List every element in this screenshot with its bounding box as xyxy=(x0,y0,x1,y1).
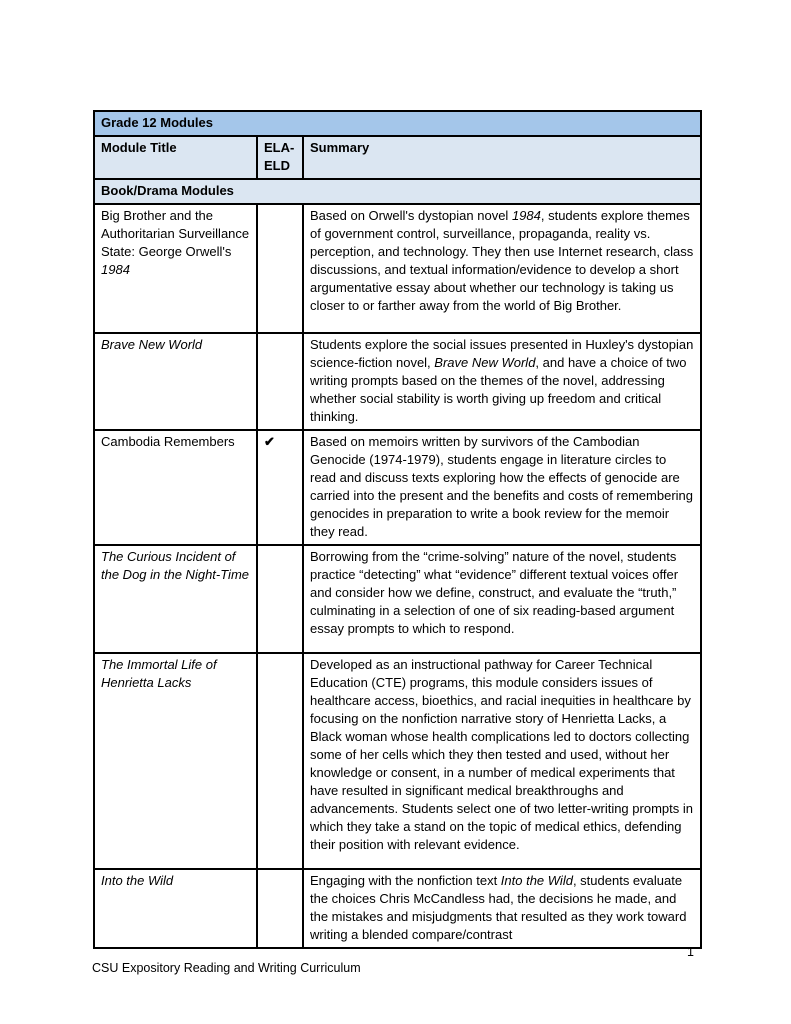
module-title-cell: The Immortal Life of Henrietta Lacks xyxy=(94,653,257,869)
module-title-cell: Brave New World xyxy=(94,333,257,430)
footer-text: CSU Expository Reading and Writing Curriculum xyxy=(92,961,361,975)
page-number: 1 xyxy=(687,945,694,959)
module-title-cell: The Curious Incident of the Dog in the Night-Time xyxy=(94,545,257,653)
module-title-cell: Cambodia Remembers xyxy=(94,430,257,545)
column-header-summary: Summary xyxy=(303,136,701,179)
summary-cell: Based on memoirs written by survivors of the Cambodian Genocide (1974-1979), students engage in literature circles to read and discuss texts exploring how the effects of genocide are carried into the present and the benefits and costs of remembering genocides in preparation to write a book review for the memoir they read. xyxy=(303,430,701,545)
module-title-cell: Into the Wild xyxy=(94,869,257,948)
column-header-module-title: Module Title xyxy=(94,136,257,179)
column-header-ela-eld: ELA-ELD xyxy=(257,136,303,179)
table-title-row xyxy=(94,111,701,136)
ela-eld-cell xyxy=(257,653,303,869)
ela-eld-cell checkmark-icon: ✔ xyxy=(257,430,303,545)
table-row xyxy=(94,430,701,545)
module-title-cell: Big Brother and the Authoritarian Surveillance State: George Orwell's 1984 xyxy=(94,204,257,333)
ela-eld-cell xyxy=(257,333,303,430)
section-header: Book/Drama Modules xyxy=(94,179,701,204)
ela-eld-cell xyxy=(257,869,303,948)
summary-cell: Students explore the social issues presented in Huxley's dystopian science-fiction novel, Brave New World, and have a choice of two writing prompts based on the themes of the novel, addressing whether social stability is worth giving up freedom and critical thinking. xyxy=(303,333,701,430)
table-row xyxy=(94,545,701,653)
table-title: Grade 12 Modules xyxy=(94,111,701,136)
table-row xyxy=(94,653,701,869)
ela-eld-cell xyxy=(257,545,303,653)
table-row xyxy=(94,333,701,430)
summary-cell: Borrowing from the “crime-solving” nature of the novel, students practice “detecting” what “evidence” different textual voices offer and consider how we define, construct, and evaluate the “truth,” culminating in a selection of one of six reading-based argument essay prompts to which to respond. xyxy=(303,545,701,653)
ela-eld-cell xyxy=(257,204,303,333)
summary-cell: Engaging with the nonfiction text Into the Wild, students evaluate the choices Chris McCandless had, the decisions he made, and the mistakes and misjudgments that resulted as they work toward writing a blended compare/contrast xyxy=(303,869,701,948)
table-row xyxy=(94,869,701,948)
table-header-row xyxy=(94,136,701,179)
section-header-row xyxy=(94,179,701,204)
table-row xyxy=(94,204,701,333)
grade12-modules-table xyxy=(93,110,702,949)
summary-cell: Based on Orwell's dystopian novel 1984, students explore themes of government control, surveillance, propaganda, reality vs. perception, and technology. They then use Internet research, class discussions, and textual information/evidence to develop a short argumentative essay about whether our technology is taking us closer to or farther away from the world of Big Brother. xyxy=(303,204,701,333)
summary-cell: Developed as an instructional pathway for Career Technical Education (CTE) programs, this module considers issues of healthcare access, bioethics, and racial inequities in healthcare by focusing on the nonfiction narrative story of Henrietta Lacks, a Black woman whose health complications led to doctors collecting some of her cells which they then tested and used, without her knowledge or consent, in a number of medical experiments that have resulted in significant medical breakthroughs and advancements. Students select one of two letter-writing prompts in which they take a stand on the topic of medical ethics, defending their position with relevant evidence. xyxy=(303,653,701,869)
